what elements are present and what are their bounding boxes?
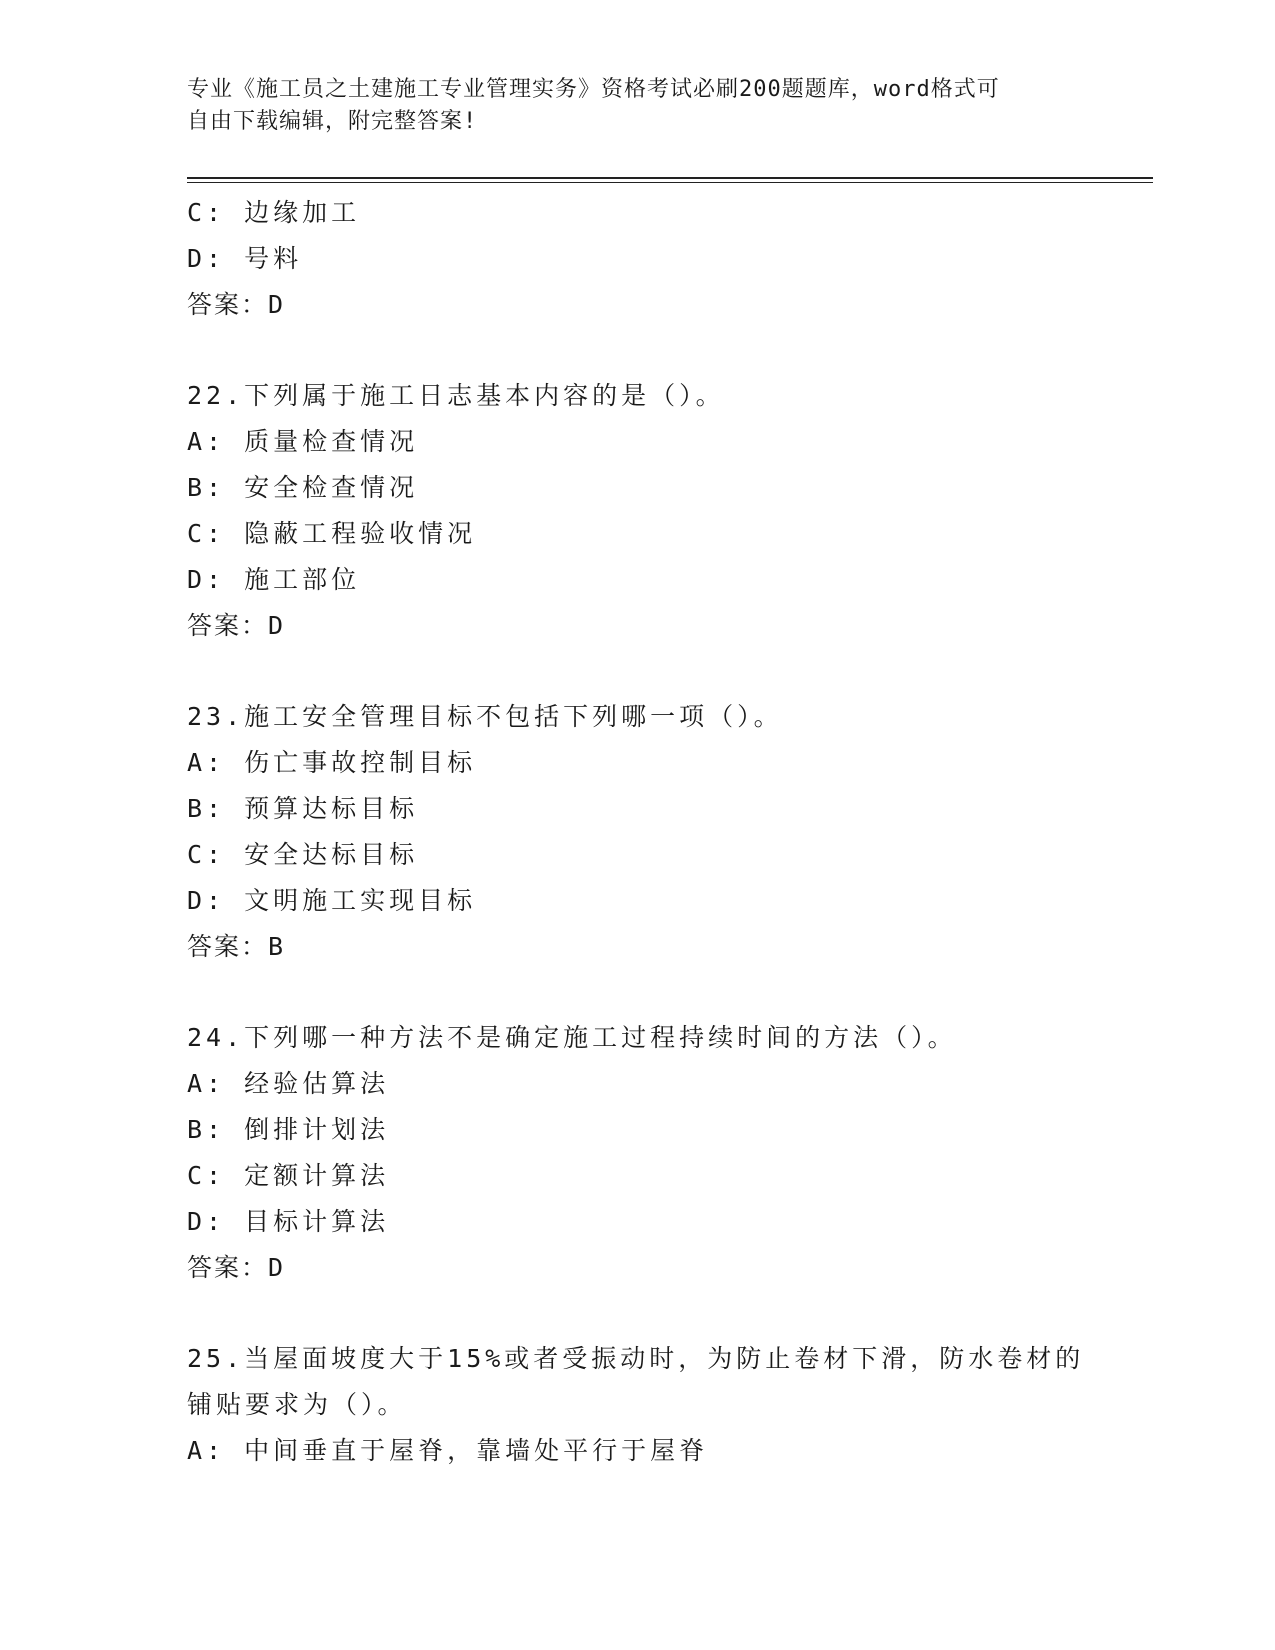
header-divider-top: [187, 177, 1153, 179]
option-a: A: 中间垂直于屋脊，靠墙处平行于屋脊: [187, 1436, 709, 1465]
option-a: A: 经验估算法: [187, 1069, 390, 1098]
header-title-line1: 专业《施工员之土建施工专业管理实务》资格考试必刷200题题库，word格式可: [187, 77, 1000, 102]
question-stem-line1: 25.当屋面坡度大于15%或者受振动时，为防止卷材下滑，防水卷材的: [187, 1344, 1085, 1373]
option-b: B: 倒排计划法: [187, 1115, 390, 1144]
question-24: [187, 1015, 1087, 1291]
option-c: C: 隐蔽工程验收情况: [187, 519, 477, 548]
option-d: D: 施工部位: [187, 565, 361, 594]
option-a: A: 伤亡事故控制目标: [187, 748, 477, 777]
option-c: C: 边缘加工: [187, 198, 361, 227]
option-d: D: 号料: [187, 244, 303, 273]
question-stem: 24.下列哪一种方法不是确定施工过程持续时间的方法（）。: [187, 1023, 957, 1052]
document-header: [187, 74, 1087, 138]
answer-text: 答案：D: [187, 290, 286, 319]
question-list: [187, 190, 1087, 1474]
question-21-tail: [187, 190, 1087, 328]
question-stem: 22.下列属于施工日志基本内容的是（）。: [187, 381, 725, 410]
option-d: D: 目标计算法: [187, 1207, 390, 1236]
option-b: B: 安全检查情况: [187, 473, 419, 502]
question-23: [187, 694, 1087, 970]
question-stem-line2: 铺贴要求为（）。: [187, 1390, 407, 1419]
answer-text: 答案：D: [187, 611, 286, 640]
option-d: D: 文明施工实现目标: [187, 886, 477, 915]
question-22: [187, 373, 1087, 649]
answer-text: 答案：D: [187, 1253, 286, 1282]
option-b: B: 预算达标目标: [187, 794, 419, 823]
header-title-line2: 自由下载编辑，附完整答案!: [187, 109, 478, 134]
question-25: [187, 1336, 1087, 1474]
option-c: C: 定额计算法: [187, 1161, 390, 1190]
question-stem: 23.施工安全管理目标不包括下列哪一项（）。: [187, 702, 783, 731]
header-divider-bottom: [187, 182, 1153, 183]
answer-text: 答案：B: [187, 932, 286, 961]
option-a: A: 质量检查情况: [187, 427, 419, 456]
option-c: C: 安全达标目标: [187, 840, 419, 869]
